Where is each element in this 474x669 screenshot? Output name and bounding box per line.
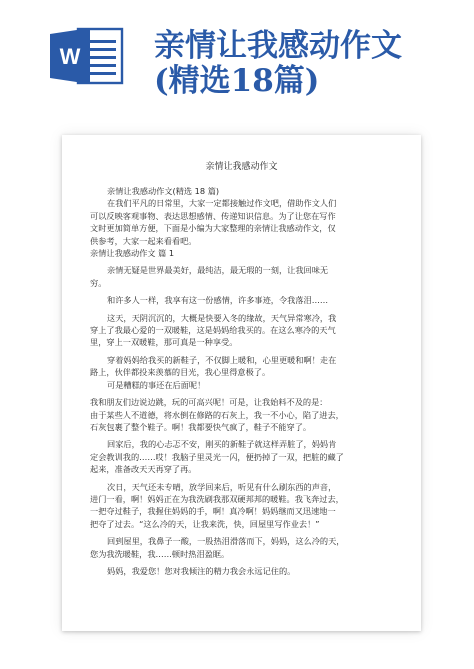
document-line: 回到屋里，我鼻子一酸，一股热泪滑落而下，妈妈，这么冷的天， xyxy=(107,536,345,547)
document-line: 供参考，大家一起来看看吧。 xyxy=(90,235,197,246)
document-line: 定会教训我的……哎！我脑子里灵光一闪，便扔掉了一双，把脏的藏了 xyxy=(90,451,344,462)
document-line: 您为我洗暖鞋，我……顿时热泪盈眶。 xyxy=(90,548,230,559)
document-line: 亲情让我感动作文 篇 1 xyxy=(90,248,175,259)
word-doc-icon xyxy=(50,26,126,86)
document-line: 起来，准备改天天再穿了再。 xyxy=(90,464,197,475)
banner-title-line1: 亲情让我感动作文 xyxy=(154,28,402,64)
document-line: 我和朋友们边说边跳，玩的可高兴呢！可是，让我始料不及的是： xyxy=(90,397,328,408)
document-body xyxy=(90,185,394,577)
document-line: 次日，天气还未专晴，放学回来后，听见有什么刷东西的声音， xyxy=(107,481,337,492)
document-line: 把夺了过去。“这么冷的天，让我来洗，快，回屋里写作业去！” xyxy=(90,518,320,529)
document-line: 穷。 xyxy=(90,277,107,288)
document-line: 穿着妈妈给我买的新鞋子，不仅脚上暖和，心里更暖和啊！走在 xyxy=(107,354,337,365)
document-line: 亲情让我感动作文(精选 18 篇) xyxy=(107,186,220,196)
document-title: 亲情让我感动作文 xyxy=(205,162,278,172)
document-line: 路上，伙伴都投来羡慕的目光，我心里得意极了。 xyxy=(90,367,271,378)
document-line: 和许多人一样，我享有这一份感情，许多事迹，令我落泪…… xyxy=(107,295,329,306)
header xyxy=(0,0,474,100)
document-line: 在我们平凡的日常里，大家一定都接触过作文吧，借助作文人们 xyxy=(107,198,337,209)
document-line: 穿上了我最心爱的一双暖鞋，这是妈妈给我买的。在这么寒冷的天气 xyxy=(90,325,336,336)
document-line: 文时更加简单方便，下面是小编为大家整理的亲情让我感动作文，仅 xyxy=(90,223,336,234)
document-line: 可以反映客观事物、表达思想感情、传递知识信息。为了让您在写作 xyxy=(90,210,336,221)
document-line: 由于某些人不道德，将水倒在修路的石灰上，我一不小心，陷了进去， xyxy=(90,409,344,420)
document-line: 回家后，我的心忐忑不安，刚买的新鞋子就这样弄脏了，妈妈肯 xyxy=(107,439,337,450)
document-page xyxy=(62,135,421,631)
document-line: 这天，天阴沉沉的，大概是快要入冬的缘故，天气异常寒冷，我 xyxy=(107,312,337,323)
document-line: 里，穿上一双暖鞋，那可真是一种享受。 xyxy=(90,337,238,348)
document-line: 石灰包裹了整个鞋子。啊！我都要快气疯了，鞋子不能穿了。 xyxy=(90,421,312,432)
word-icon-letter: W xyxy=(59,44,81,69)
document-line: 亲情无疑是世界最美好，最纯洁，最无瑕的一刻，让我回味无 xyxy=(107,265,329,276)
banner-title-line2: (精选18篇) xyxy=(154,63,320,99)
document-line: 妈妈，我爱您！您对我倾注的精力我会永远记住的。 xyxy=(107,565,296,576)
document-line: 进门一看，啊！妈妈正在为我洗刷我那双硬邦邦的暖鞋。我飞奔过去， xyxy=(90,493,344,504)
document-line: 可是糟糕的事还在后面呢！ xyxy=(107,379,206,390)
document-line: 一把夺过鞋子，我握住妈妈的手，啊！真冷啊！妈妈继而又迅速地一 xyxy=(90,506,336,517)
